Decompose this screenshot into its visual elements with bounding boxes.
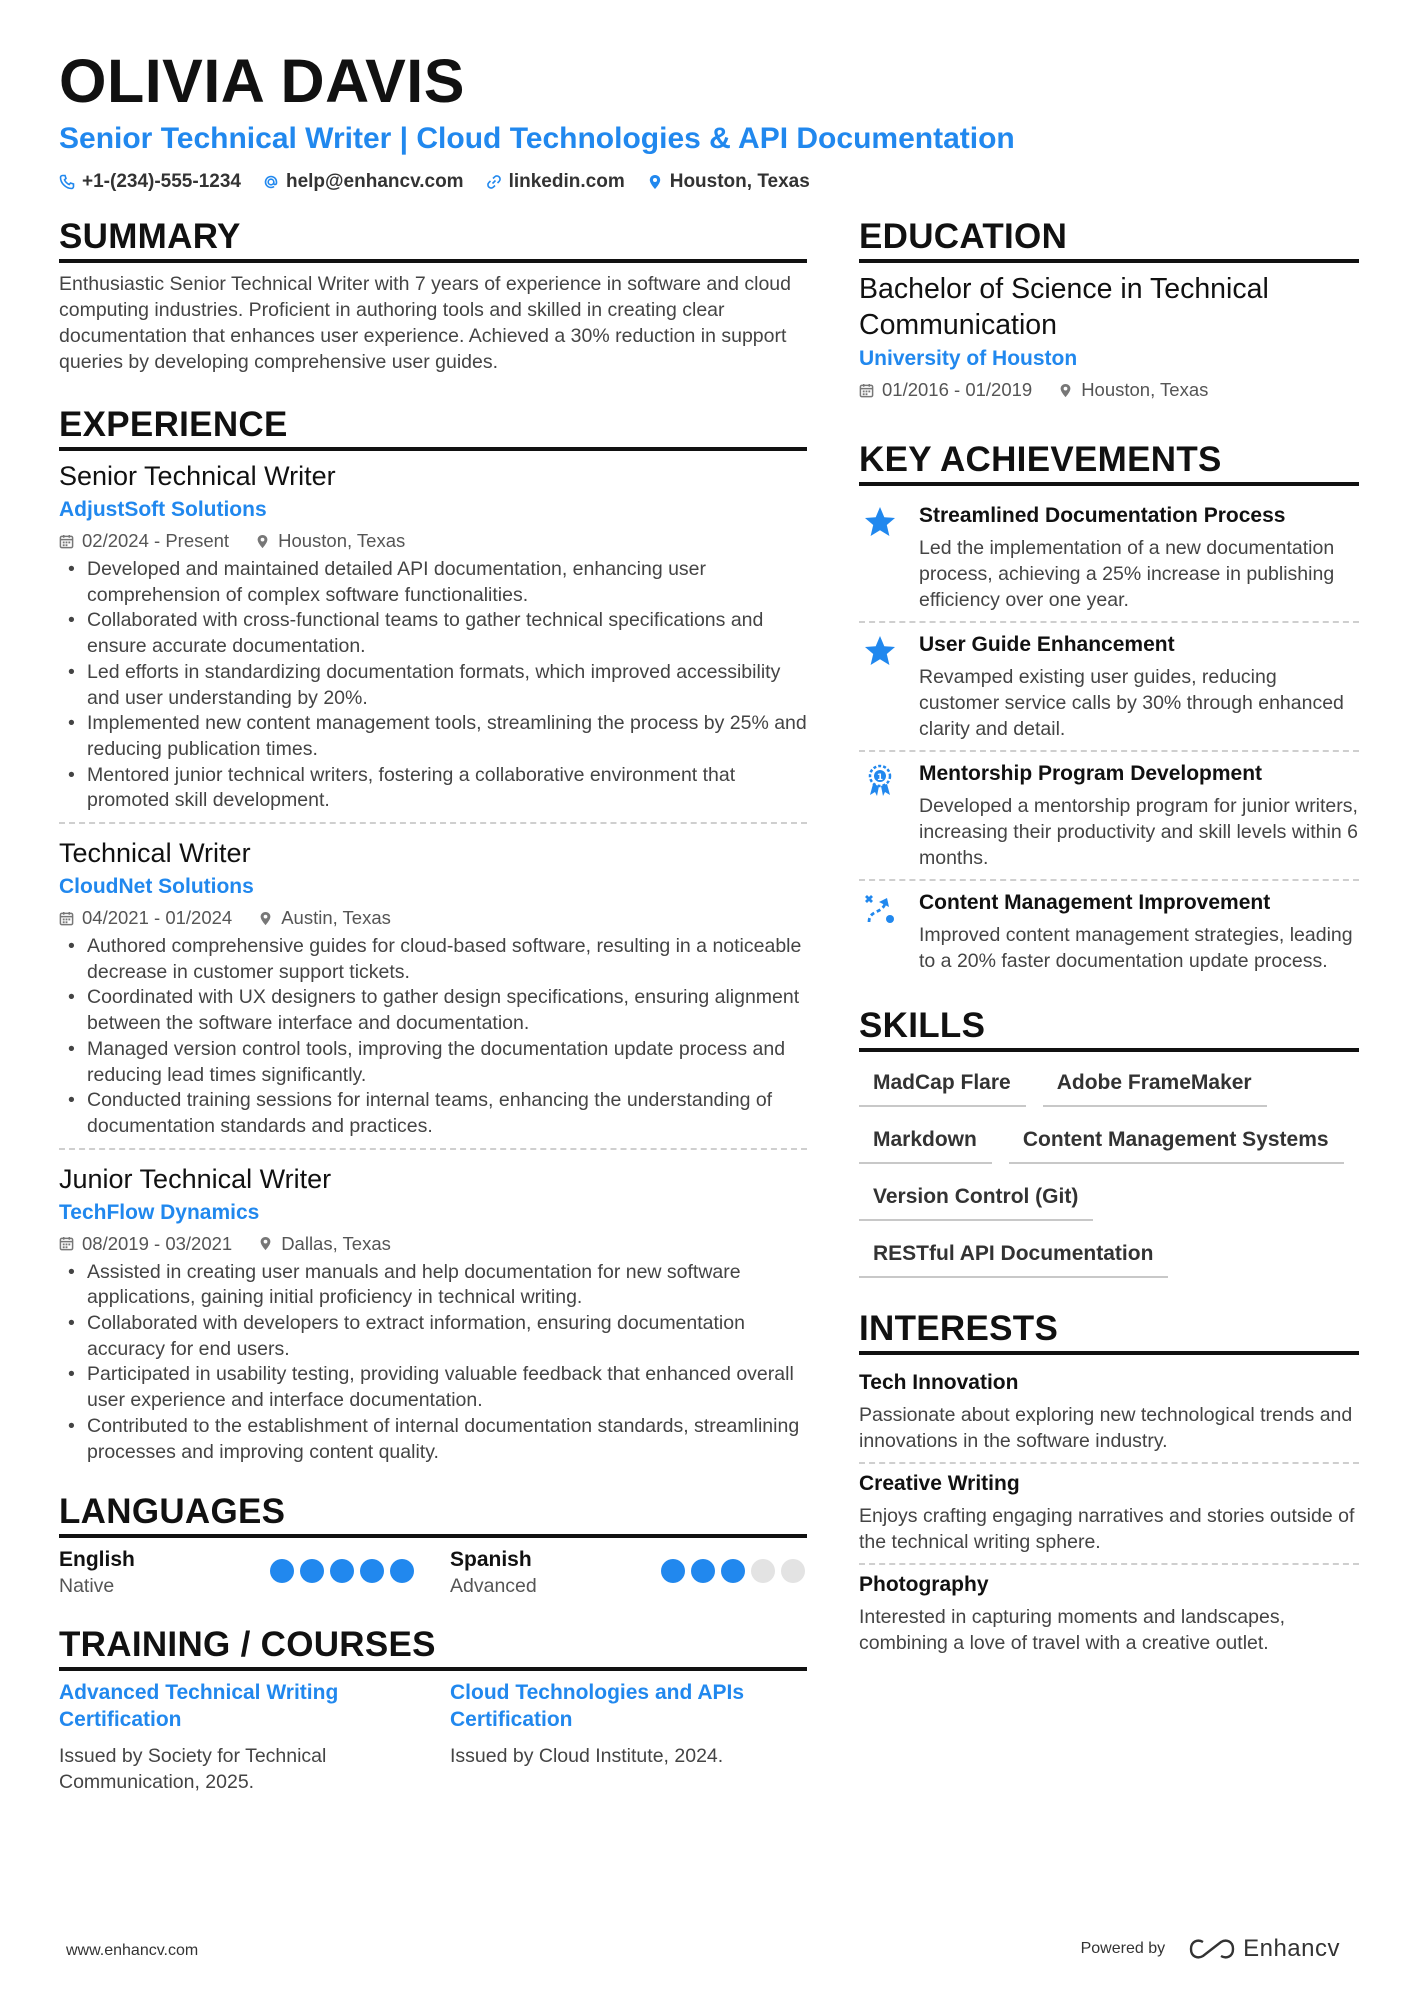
phone-icon — [59, 174, 75, 190]
job-bullet: • Participated in usability testing, providing valuable feedback that enhanced overall user experience and interface documentation. — [59, 1362, 807, 1413]
proficiency-dot — [721, 1559, 745, 1583]
interest-item — [859, 1565, 1359, 1664]
contact-location — [647, 171, 810, 193]
proficiency-dot — [360, 1559, 384, 1583]
job-dates — [59, 906, 232, 930]
company-name: TechFlow Dynamics — [59, 1200, 260, 1224]
skills-section — [859, 1005, 1359, 1278]
interest-title: Creative Writing — [859, 1472, 1020, 1495]
course-list — [59, 1679, 807, 1795]
dates-text: 08/2019 - 03/2021 — [82, 1232, 233, 1254]
education-location — [1058, 378, 1208, 402]
achievement-desc: Developed a mentorship program for junior writers, increasing their productivity and skill levels within 6 months. — [919, 795, 1358, 869]
course-issuer: Issued by Society for Technical Communication, 2025. — [59, 1745, 327, 1794]
footer-website[interactable]: www.enhancv.com — [66, 1942, 199, 1959]
achievement-icon-wrap — [859, 889, 901, 974]
school-name: University of Houston — [859, 347, 1078, 370]
skill-tag: Content Management Systems — [1009, 1119, 1344, 1164]
job-bullets — [59, 1260, 807, 1466]
contact-bar — [59, 171, 1359, 193]
achievement-item — [859, 752, 1359, 881]
job-bullet: • Mentored junior technical writers, fostering a collaborative environment that promoted skill development. — [59, 763, 807, 814]
course-title: Advanced Technical Writing Certification — [59, 1681, 339, 1732]
achievement-title: Streamlined Documentation Process — [919, 504, 1286, 527]
achievement-desc: Led the implementation of a new documentation process, achieving a 25% increase in publishing efficiency over one year. — [919, 537, 1335, 611]
resume-header — [59, 44, 1359, 193]
job-bullet: • Implemented new content management tools, streamlining the process by 25% and reducing publication times. — [59, 711, 807, 762]
job-bullets — [59, 934, 807, 1140]
course-title: Cloud Technologies and APIs Certification — [450, 1681, 745, 1732]
experience-section — [59, 404, 807, 1473]
language-level: Native — [59, 1575, 115, 1598]
training-section — [59, 1624, 807, 1795]
calendar-icon — [59, 534, 74, 549]
section-title: SKILLS — [859, 1005, 1359, 1052]
proficiency-dot — [390, 1559, 414, 1583]
dates-text: 01/2016 - 01/2019 — [882, 379, 1033, 400]
proficiency-rating — [661, 1559, 805, 1583]
footer-branding — [1081, 1935, 1340, 1963]
job-location — [255, 529, 405, 553]
job-title: Technical Writer — [59, 838, 251, 869]
achievement-icon-wrap — [859, 631, 901, 742]
proficiency-dot — [751, 1559, 775, 1583]
interest-list — [859, 1363, 1359, 1664]
contact-email[interactable] — [263, 171, 464, 193]
languages-section — [59, 1491, 807, 1600]
brand-name: Enhancv — [1243, 1935, 1340, 1962]
interest-desc: Interested in capturing moments and landscapes, combining a love of travel with a creative outlet. — [859, 1606, 1286, 1654]
achievement-title: Mentorship Program Development — [919, 762, 1263, 785]
dates-text: 04/2021 - 01/2024 — [82, 907, 233, 929]
strategy-path-icon — [863, 892, 897, 926]
job-meta — [59, 906, 807, 930]
interest-item — [859, 1464, 1359, 1565]
achievement-title: User Guide Enhancement — [919, 633, 1175, 656]
degree-title: Bachelor of Science in Technical Communication — [859, 273, 1269, 341]
course-issuer: Issued by Cloud Institute, 2024. — [450, 1745, 724, 1768]
location-text: Austin, Texas — [281, 907, 391, 929]
star-icon — [863, 634, 897, 668]
education-meta — [859, 378, 1359, 402]
job-bullet: • Authored comprehensive guides for cloud-based software, resulting in a noticeable decrease in customer support tickets. — [59, 934, 807, 985]
summary-section — [59, 216, 807, 375]
proficiency-dot — [330, 1559, 354, 1583]
proficiency-dot — [270, 1559, 294, 1583]
job-list — [59, 459, 807, 1473]
achievement-title: Content Management Improvement — [919, 891, 1271, 914]
summary-text: Enthusiastic Senior Technical Writer with 7 years of experience in software and cloud computing industries. Proficient in authoring tools and skilled in creating clear documentation that enhances user experience. Achieved a 30% reduction in support queries by developing comprehensive user guides. — [59, 273, 791, 373]
language-name: Spanish — [450, 1548, 532, 1572]
skill-tag: Markdown — [859, 1119, 992, 1164]
section-title: SUMMARY — [59, 216, 807, 263]
proficiency-rating — [270, 1559, 414, 1583]
interest-title: Photography — [859, 1573, 989, 1596]
skill-tag: Version Control (Git) — [859, 1176, 1093, 1221]
job-bullet: • Developed and maintained detailed API documentation, enhancing user comprehension of complex software functionalities. — [59, 557, 807, 608]
award-ribbon-icon — [863, 763, 897, 797]
job-title: Junior Technical Writer — [59, 1163, 332, 1194]
education-dates — [859, 378, 1032, 402]
job-location — [258, 1232, 391, 1256]
job-bullet: • Managed version control tools, improving the documentation update process and reducing lead times significantly. — [59, 1037, 807, 1088]
job-bullet: • Collaborated with developers to extract information, ensuring documentation accuracy for end users. — [59, 1311, 807, 1362]
language-list — [59, 1546, 807, 1600]
location-text: Houston, Texas — [1081, 379, 1209, 400]
location-text: Houston, Texas — [278, 530, 406, 551]
achievement-list — [859, 494, 1359, 982]
calendar-icon — [59, 911, 74, 926]
proficiency-dot — [661, 1559, 685, 1583]
location-pin-icon — [258, 911, 273, 926]
skill-tag: Adobe FrameMaker — [1043, 1062, 1267, 1107]
job-bullet: • Collaborated with cross-functional teams to gather technical specifications and ensure accurate documentation. — [59, 608, 807, 659]
job-entry — [59, 459, 807, 824]
enhancv-logo-icon — [1189, 1938, 1235, 1960]
section-title: LANGUAGES — [59, 1491, 807, 1538]
language-level: Advanced — [450, 1575, 537, 1598]
job-title: Senior Technical Writer — [59, 461, 336, 491]
section-title: INTERESTS — [859, 1308, 1359, 1355]
powered-by-text: Powered by — [1080, 1940, 1166, 1957]
section-title: EDUCATION — [859, 216, 1359, 263]
section-title: KEY ACHIEVEMENTS — [859, 439, 1359, 486]
interest-item — [859, 1363, 1359, 1464]
job-meta — [59, 1232, 807, 1256]
location-pin-icon — [255, 534, 270, 549]
link-icon — [486, 174, 502, 190]
section-title: EXPERIENCE — [59, 404, 807, 451]
location-text: Dallas, Texas — [281, 1232, 391, 1254]
section-title: TRAINING / COURSES — [59, 1624, 807, 1671]
job-entry — [59, 836, 807, 1150]
phone-text: +1-(234)-555-1234 — [82, 171, 241, 192]
language-item — [450, 1546, 805, 1600]
achievement-icon-wrap — [859, 502, 901, 613]
job-bullet: • Conducted training sessions for internal teams, enhancing the understanding of documentation standards and practices. — [59, 1088, 807, 1139]
location-pin-icon — [258, 1236, 273, 1251]
achievement-desc: Revamped existing user guides, reducing customer service calls by 30% through enhanced clarity and detail. — [919, 666, 1344, 740]
course-item — [450, 1679, 805, 1795]
language-item — [59, 1546, 414, 1600]
location-pin-icon — [1058, 383, 1073, 398]
contact-phone[interactable] — [59, 171, 241, 193]
job-location — [258, 906, 391, 930]
candidate-headline: Senior Technical Writer | Cloud Technologies & API Documentation — [59, 122, 1015, 155]
right-column — [859, 216, 1359, 1664]
achievement-item — [859, 494, 1359, 623]
company-name: CloudNet Solutions — [59, 875, 254, 899]
job-bullet: • Assisted in creating user manuals and help documentation for new software applications, gaining initial proficiency in technical writing. — [59, 1260, 807, 1311]
calendar-icon — [59, 1236, 74, 1251]
interest-desc: Enjoys crafting engaging narratives and stories outside of the technical writing sphere. — [859, 1505, 1355, 1553]
education-section — [859, 216, 1359, 402]
interest-title: Tech Innovation — [859, 1371, 1019, 1394]
location-text: Houston, Texas — [669, 171, 810, 192]
left-column — [59, 216, 807, 1795]
proficiency-dot — [691, 1559, 715, 1583]
job-dates — [59, 1232, 232, 1256]
dates-text: 02/2024 - Present — [82, 530, 230, 551]
skill-tag: MadCap Flare — [859, 1062, 1026, 1107]
at-icon — [263, 174, 279, 190]
achievements-section — [859, 439, 1359, 982]
job-bullet: • Coordinated with UX designers to gather design specifications, ensuring alignment between the software interface and documentation. — [59, 985, 807, 1036]
job-dates — [59, 529, 229, 553]
linkedin-text: linkedin.com — [508, 171, 625, 192]
job-meta — [59, 529, 807, 553]
svg-text:1: 1 — [876, 773, 884, 783]
skill-tag: RESTful API Documentation — [859, 1233, 1168, 1278]
interest-desc: Passionate about exploring new technological trends and innovations in the software industry. — [859, 1404, 1353, 1452]
contact-linkedin[interactable] — [486, 171, 625, 193]
calendar-icon — [859, 383, 874, 398]
achievement-item — [859, 881, 1359, 982]
job-entry — [59, 1162, 807, 1474]
candidate-name: OLIVIA DAVIS — [59, 47, 465, 115]
interests-section — [859, 1308, 1359, 1664]
course-item — [59, 1679, 414, 1795]
proficiency-dot — [300, 1559, 324, 1583]
job-bullet: • Led efforts in standardizing documentation formats, which improved accessibility and user understanding by 20%. — [59, 660, 807, 711]
skill-list — [859, 1062, 1359, 1278]
language-name: English — [59, 1548, 135, 1572]
enhancv-logo[interactable] — [1189, 1935, 1340, 1963]
location-pin-icon — [647, 174, 663, 190]
star-icon — [863, 505, 897, 539]
company-name: AdjustSoft Solutions — [59, 498, 267, 521]
achievement-item — [859, 623, 1359, 752]
job-bullets — [59, 557, 807, 814]
achievement-icon-wrap — [859, 760, 901, 871]
job-bullet: • Contributed to the establishment of internal documentation standards, streamlining processes and improving content quality. — [59, 1414, 807, 1465]
proficiency-dot — [781, 1559, 805, 1583]
achievement-desc: Improved content management strategies, leading to a 20% faster documentation update process. — [919, 924, 1353, 972]
email-text: help@enhancv.com — [285, 171, 464, 192]
